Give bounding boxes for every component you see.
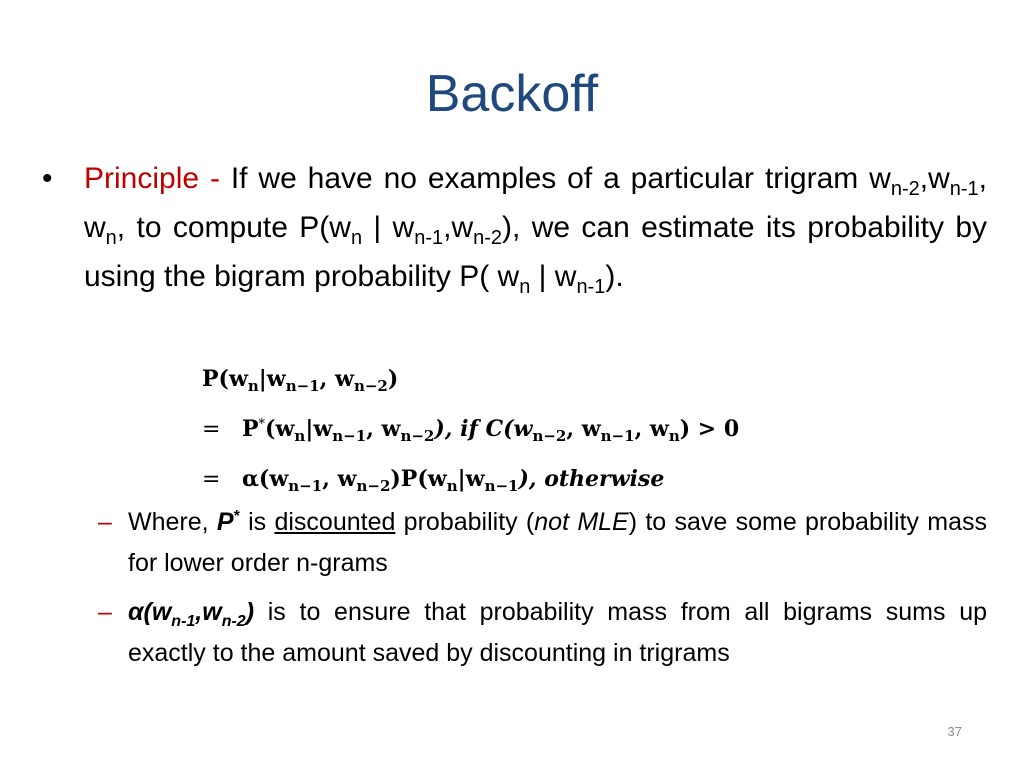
formula-superscript: * xyxy=(258,417,266,432)
formula-subscript: n xyxy=(668,427,680,445)
dash-bullet-icon: – xyxy=(98,508,112,536)
text-fragment: Where, xyxy=(128,508,217,536)
where-sub-bullet xyxy=(98,502,987,584)
principle-text-line3: we can estimate its probability by using the bigram xyxy=(84,211,988,293)
principle-text-line1: If we have no examples of a particular xyxy=(230,162,755,195)
subscript: n xyxy=(519,276,531,298)
text-fragment: | w xyxy=(530,260,577,293)
text-fragment: probability P( w xyxy=(314,260,520,293)
text-fragment: is xyxy=(239,508,275,536)
text-fragment: ). xyxy=(605,260,624,293)
formula-fragment: ), if C(w xyxy=(434,416,533,442)
formula-subscript: n−2 xyxy=(532,427,567,445)
formula-subscript: n xyxy=(247,377,259,395)
formula-fragment: ), otherwise xyxy=(518,466,665,492)
p-star-symbol: P xyxy=(216,508,234,536)
formula-subscript: n−1 xyxy=(600,427,635,445)
alpha-sub-bullet xyxy=(98,592,987,674)
formula-row-lhs xyxy=(202,354,739,404)
formula-subscript: n xyxy=(294,427,306,445)
backoff-formula xyxy=(202,354,739,504)
text-fragment: ,w xyxy=(919,162,950,195)
formula-fragment: ) xyxy=(387,366,399,392)
text-fragment: ) xyxy=(245,598,255,626)
formula-row-case-1 xyxy=(202,404,739,454)
equals-sign: = xyxy=(202,417,221,442)
subscript: n-2 xyxy=(473,227,503,249)
text-fragment: , w xyxy=(84,162,987,244)
formula-subscript: n xyxy=(446,477,458,495)
subscript: n-2 xyxy=(221,613,246,630)
text-fragment: ,w xyxy=(195,598,222,626)
formula-subscript: n−2 xyxy=(353,377,388,395)
dash-bullet-icon: – xyxy=(98,598,112,626)
text-fragment: ) to save some probability mass for lower order n-grams xyxy=(128,508,987,577)
text-fragment: ,w xyxy=(443,211,474,244)
formula-fragment: )P(w xyxy=(390,466,447,492)
formula-fragment: , w xyxy=(366,416,401,442)
formula-fragment: |w xyxy=(305,416,333,442)
formula-fragment: α(w xyxy=(242,466,289,492)
formula-fragment: |w xyxy=(258,366,286,392)
subscript: n xyxy=(105,227,117,249)
formula-fragment: |w xyxy=(457,466,485,492)
not-mle-term: not MLE xyxy=(534,508,629,536)
subscript: n-1 xyxy=(171,613,196,630)
subscript: n-1 xyxy=(576,276,606,298)
formula-fragment: , w xyxy=(634,416,669,442)
bullet-dot-icon: • xyxy=(42,162,53,195)
subscript: n-2 xyxy=(890,178,920,200)
formula-fragment: P xyxy=(242,416,259,442)
formula-subscript: n−2 xyxy=(400,427,435,445)
superscript: * xyxy=(233,508,240,525)
text-fragment: (w xyxy=(143,598,172,626)
principle-trigram-text: trigram w xyxy=(764,162,891,195)
discounted-term: discounted xyxy=(274,508,396,536)
formula-row-case-2 xyxy=(202,454,739,504)
formula-fragment: P(w xyxy=(202,366,248,392)
formula-subscript: n−1 xyxy=(332,427,367,445)
text-fragment: probability ( xyxy=(395,508,535,536)
formula-subscript: n−1 xyxy=(285,377,320,395)
principle-label: Principle - xyxy=(84,162,220,195)
subscript: n-1 xyxy=(949,178,979,200)
slide-title: Backoff xyxy=(425,65,599,123)
formula-fragment: ) > 0 xyxy=(679,416,740,442)
text-fragment: is to ensure that probability mass from all bigrams sums up exactly to the amount saved by discounting in trigrams xyxy=(128,598,987,667)
subscript: n-1 xyxy=(414,227,444,249)
slide-number: 37 xyxy=(947,724,962,739)
text-fragment: , to compute P(w xyxy=(116,211,351,244)
formula-fragment: (w xyxy=(265,416,295,442)
formula-fragment: , w xyxy=(319,366,354,392)
formula-fragment: , w xyxy=(566,416,601,442)
formula-subscript: n−1 xyxy=(484,477,519,495)
text-fragment: ), xyxy=(502,211,521,244)
principle-bullet xyxy=(42,154,988,301)
formula-fragment: , w xyxy=(322,466,357,492)
formula-subscript: n−1 xyxy=(288,477,323,495)
equals-sign: = xyxy=(202,467,221,492)
alpha-symbol: α xyxy=(128,598,144,626)
text-fragment: | w xyxy=(362,211,415,244)
subscript: n xyxy=(350,227,363,249)
formula-subscript: n−2 xyxy=(356,477,391,495)
